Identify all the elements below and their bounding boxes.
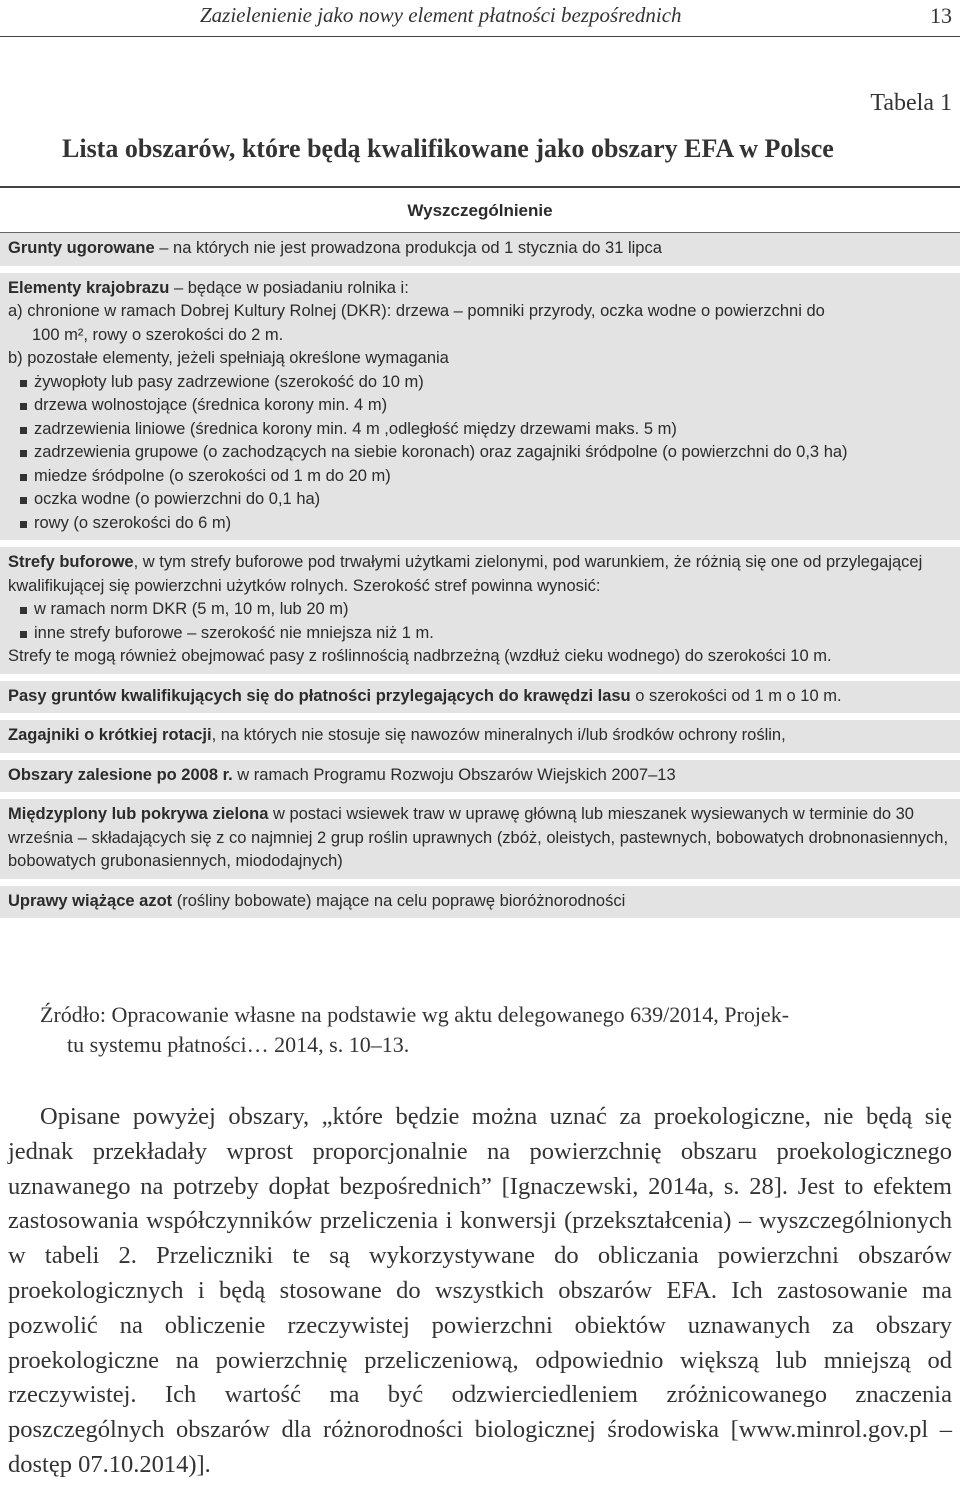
row-heading: Obszary zalesione po 2008 r. xyxy=(8,765,233,784)
item-b: b) pozostałe elementy, jeżeli spełniają określone wymagania xyxy=(8,349,449,367)
table-row xyxy=(0,720,960,753)
row-text: w postaci wsiewek traw w uprawę główną lub mieszanek wysiewanych w terminie do 30 września – składających się z co najmniej 2 grup roślin uprawnych (zbóż, oleistych, pastewnych, bobowatych drobnonasiennych, bobowatych grubonasiennych, miododajnych) xyxy=(8,805,949,870)
table-row xyxy=(0,760,960,793)
row-heading: Zagajniki o krótkiej rotacji xyxy=(8,726,212,744)
body-text xyxy=(8,1100,952,1483)
table-row xyxy=(0,233,960,266)
body-paragraph: Opisane powyżej obszary, „które będzie można uznać za proekologiczne, nie będą się jednak przekładały wprost proporcjonalnie na powierzchnię obszaru proekologicznego uznawanego na potrzeby dopłat bezpośrednich” [Ignaczewski, 2014a, s. 28]. Jest to efektem zastosowania współczynników przeliczenia i konwersji (przekształcenia) – wyszczególnionych w tabeli 2. Przeliczniki te są wykorzystywane do obliczania powierzchni obszarów proekologicznych i będą stosowane do wszystkich obszarów EFA. Ich zastosowanie ma pozwolić na obliczenie rzeczywistej powierzchni obiektów uznawanych za obszary proekologiczne na powierzchnię przeliczeniową, odpowiednio większą lub mniejszą od rzeczywistej. Ich wartość ma być odzwierciedleniem zróżnicowanego znaczenia poszczególnych obszarów dla różnorodności biologicznej środowiska [www.minrol.gov.pl – dostęp 07.10.2014)]. xyxy=(8,1103,952,1478)
table-column-header: Wyszczególnienie xyxy=(0,188,960,233)
row-text: – na których nie jest prowadzona produkcja od 1 stycznia do 31 lipca xyxy=(154,239,662,257)
list-item: miedze śródpolne (o szerokości od 1 m do 20 m) xyxy=(8,465,952,489)
list-item: drzewa wolnostojące (średnica korony min. 4 m) xyxy=(8,394,952,418)
item-a: a) chronione w ramach Dobrej Kultury Rolnej (DKR): drzewa – pomniki przyrody, oczka wodne o powierzchni do xyxy=(8,302,825,320)
table-row xyxy=(0,799,960,879)
row-note: Strefy te mogą również obejmować pasy z roślinnością nadbrzeżną (wzdłuż cieku wodnego) do szerokości 10 m. xyxy=(8,647,832,665)
efa-table xyxy=(0,186,960,918)
row-text: , w tym strefy buforowe pod trwałymi użytkami zielonymi, pod warunkiem, że różnią się one od przylegającej kwalifikującej się powierzchni użytków rolnych. Szerokość stref powinna wynosić: xyxy=(8,553,923,595)
list-item: zadrzewienia liniowe (średnica korony min. 4 m ,odległość między drzewami maks. 5 m) xyxy=(8,418,952,442)
running-header xyxy=(0,0,960,37)
row-heading: Uprawy wiążące azot xyxy=(8,891,173,910)
list-item: w ramach norm DKR (5 m, 10 m, lub 20 m) xyxy=(8,598,952,622)
list-item: oczka wodne (o powierzchni do 0,1 ha) xyxy=(8,488,952,512)
table-row xyxy=(0,681,960,714)
page-number: 13 xyxy=(930,3,952,28)
table-source xyxy=(40,1000,940,1060)
row-text: – będące w posiadaniu rolnika i: xyxy=(169,278,409,297)
list-item: zadrzewienia grupowe (o zachodzących na siebie koronach) oraz zagajniki śródpolne (o powierzchni do 0,3 ha) xyxy=(8,441,952,465)
row-text: w ramach Programu Rozwoju Obszarów Wiejskich 2007–13 xyxy=(232,765,676,784)
table-row xyxy=(0,547,960,674)
table-title: Lista obszarów, które będą kwalifikowane jako obszary EFA w Polsce xyxy=(62,134,834,163)
row-heading: Pasy gruntów kwalifikujących się do płatności przylegających do krawędzi lasu xyxy=(8,686,631,705)
row-text: , na których nie stosuje się nawozów mineralnych i/lub środków ochrony roślin, xyxy=(211,726,786,744)
source-line-2: tu systemu płatności… 2014, s. 10–13. xyxy=(67,1032,410,1057)
table-row xyxy=(0,886,960,919)
list-item: rowy (o szerokości do 6 m) xyxy=(8,512,952,536)
item-a-continued: 100 m², rowy o szerokości do 2 m. xyxy=(32,325,284,344)
source-line-1: Źródło: Opracowanie własne na podstawie wg aktu delegowanego 639/2014, Projek- xyxy=(40,1002,790,1027)
row-heading: Grunty ugorowane xyxy=(8,239,155,257)
row-heading: Międzyplony lub pokrywa zielona xyxy=(8,805,269,823)
row-text: (rośliny bobowate) mające na celu poprawę bioróżnorodności xyxy=(172,891,626,910)
row-text: o szerokości od 1 m o 10 m. xyxy=(630,686,842,705)
row-heading: Elementy krajobrazu xyxy=(8,278,170,297)
table-row xyxy=(0,273,960,541)
row-heading: Strefy buforowe xyxy=(8,553,134,571)
list-item: inne strefy buforowe – szerokość nie mniejsza niż 1 m. xyxy=(8,622,952,646)
list-item: żywopłoty lub pasy zadrzewione (szerokość do 10 m) xyxy=(8,371,952,395)
table-number: Tabela 1 xyxy=(870,90,952,116)
running-title: Zazielenienie jako nowy element płatności bezpośrednich xyxy=(200,3,682,27)
